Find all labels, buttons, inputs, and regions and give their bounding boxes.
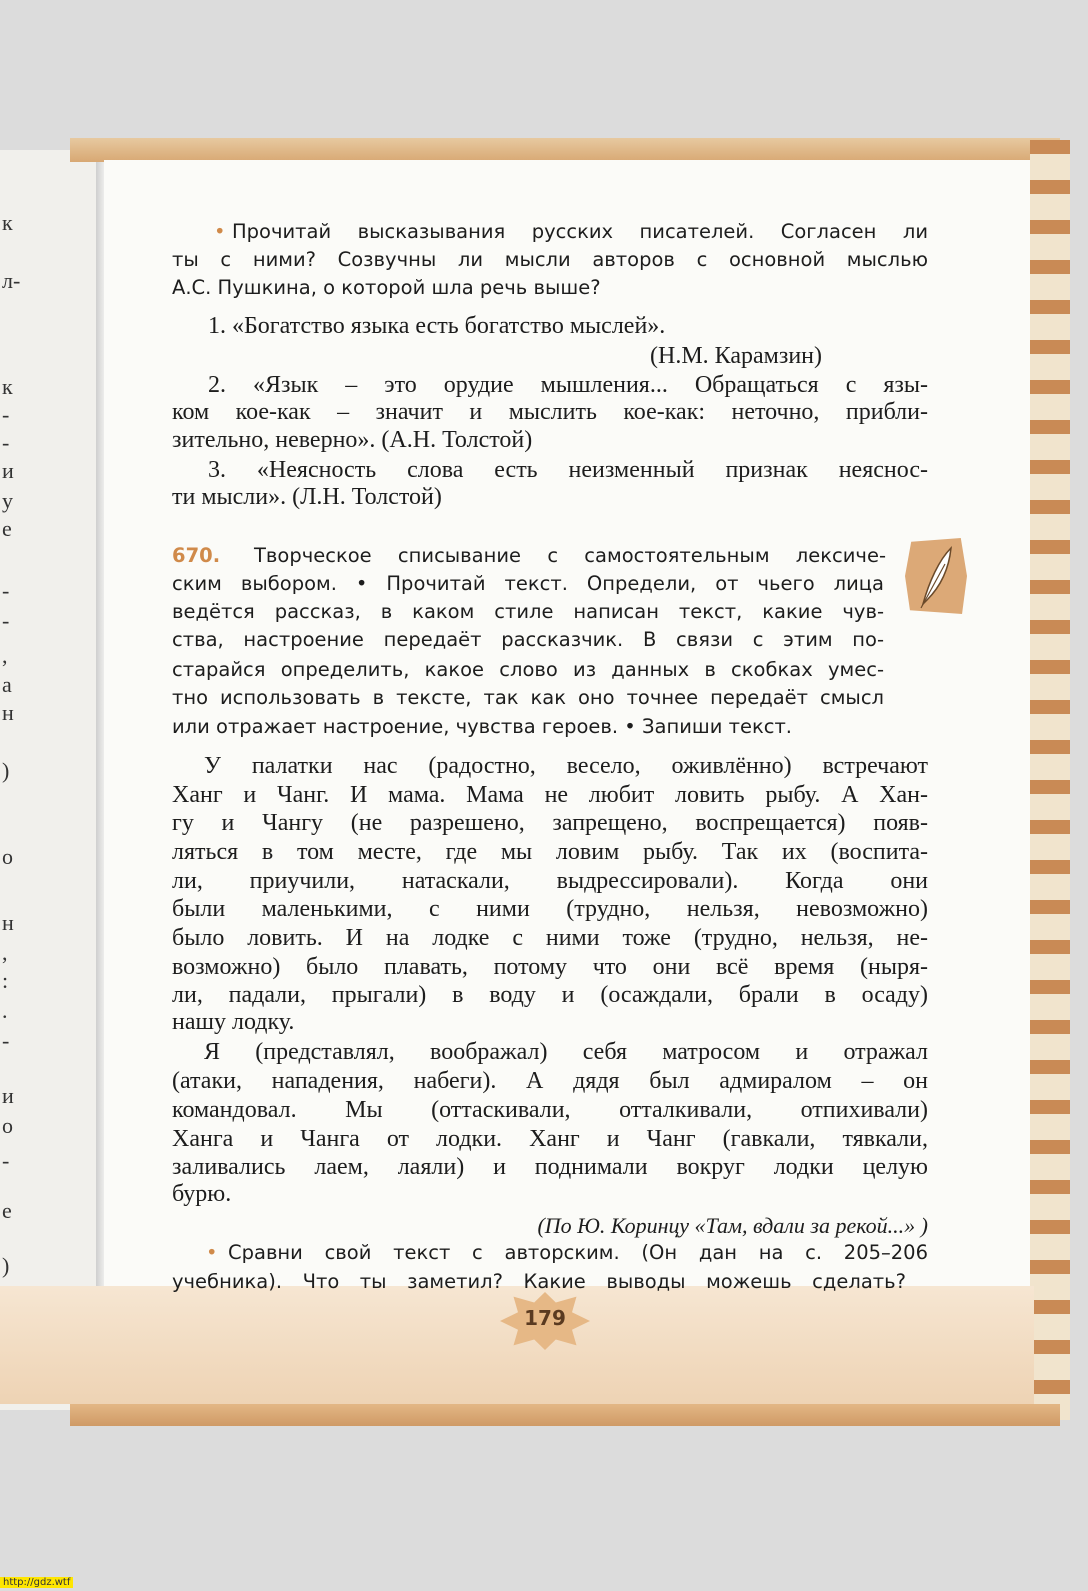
top-decorative-border: [70, 138, 1060, 162]
story-line: ли, падали, прыгали) в воду и (осаждали, брали в осаду): [172, 982, 928, 1008]
left-page-fragment: е: [2, 516, 12, 541]
left-page-fragment: е: [2, 1198, 12, 1223]
left-page-fragment: к: [2, 210, 13, 235]
watermark-url: http://gdz.wtf: [0, 1577, 73, 1588]
story-line: нашу лодку.: [172, 1009, 295, 1035]
left-page-fragment: у: [2, 488, 13, 513]
exercise-line: Творческое списывание с самостоятельным лексиче-: [254, 544, 886, 567]
story-line: У палатки нас (радостно, весело, оживлённо) встречают: [204, 753, 928, 779]
quote-line: ком кое-как – значит и мыслить кое-как: неточно, прибли-: [172, 399, 928, 425]
story-line: командовал. Мы (оттаскивали, отталкивали, отпихивали): [172, 1097, 928, 1123]
left-page-fragment: -: [2, 1028, 10, 1053]
feather-pen-icon: [905, 538, 967, 614]
final-task-line: Сравни свой текст с авторским. (Он дан на с. 205–206: [228, 1241, 928, 1264]
story-line: Я (представлял, воображал) себя матросом и отражал: [204, 1039, 928, 1065]
left-page-fragment: н: [2, 910, 14, 935]
story-line: заливались лаем, лаяли) и поднимали вокруг лодки целую: [172, 1154, 928, 1180]
exercise-line: ским выбором. • Прочитай текст. Определи, от чьего лица: [172, 572, 884, 595]
story-line: Ханг и Чанг. И мама. Мама не любит ловить рыбу. А Хан-: [172, 782, 928, 808]
left-page-fragment: :: [2, 968, 9, 993]
story-line: ли, приучили, натаскали, выдрессировали). Когда они: [172, 868, 928, 894]
left-page-fragment: -: [2, 608, 10, 633]
bullet-icon: •: [206, 1241, 218, 1264]
quote-line: (Н.М. Карамзин): [650, 343, 823, 369]
story-source: (По Ю. Коринцу «Там, вдали за рекой...» ): [537, 1213, 928, 1238]
quote-line: 2. «Язык – это орудие мышления... Обращаться с язы-: [208, 372, 928, 398]
exercise-line: старайся определить, какое слово из данных в скобках умес-: [172, 658, 884, 681]
left-page-fragment: -: [2, 578, 10, 603]
left-page-edge: [0, 150, 100, 1410]
left-page-fragment: -: [2, 402, 10, 427]
exercise-line: или отражает настроение, чувства героев. • Запиши текст.: [172, 715, 793, 738]
left-page-fragment: ,: [2, 940, 8, 965]
page-number: 179: [524, 1306, 566, 1330]
left-page-fragment: а: [2, 672, 12, 697]
left-page-fragment: .: [2, 998, 8, 1023]
left-page-fragment: и: [2, 458, 14, 483]
story-line: (атаки, нападения, набеги). А дядя был адмиралом – он: [172, 1068, 928, 1094]
right-decorative-border: [1030, 140, 1070, 1420]
exercise-line: ведётся рассказ, в каком стиле написан текст, какие чув-: [172, 600, 884, 623]
bullet-icon: •: [214, 220, 226, 243]
intro-line: ты с ними? Созвучны ли мысли авторов с основной мыслью: [172, 248, 928, 271]
quote-line: 3. «Неясность слова есть неизменный признак неяснос-: [208, 457, 928, 483]
story-line: были маленькими, с ними (трудно, нельзя, невозможно): [172, 896, 928, 922]
story-line: возможно) было плавать, потому что они всё время (ныря-: [172, 954, 928, 980]
left-page-fragment: о: [2, 844, 13, 869]
left-page-fragment: -: [2, 1148, 10, 1173]
bottom-decorative-border: [70, 1404, 1060, 1426]
intro-line: Прочитай высказывания русских писателей. Согласен ли: [232, 220, 928, 243]
final-task-line: учебника). Что ты заметил? Какие выводы можешь сделать?: [172, 1270, 906, 1293]
quote-line: 1. «Богатство языка есть богатство мыслей».: [208, 313, 666, 339]
story-line: гу и Чангу (не разрешено, запрещено, воспрещается) появ-: [172, 810, 928, 836]
quote-line: ти мысли». (Л.Н. Толстой): [172, 484, 442, 510]
story-line: Ханга и Чанга от лодки. Ханг и Чанг (гавкали, тявкали,: [172, 1126, 928, 1152]
left-page-fragment: ): [2, 1253, 10, 1278]
quote-line: зительно, неверно». (А.Н. Толстой): [172, 427, 533, 453]
exercise-line: тно использовать в тексте, так как оно точнее передаёт смысл: [172, 686, 884, 709]
left-page-fragment: и: [2, 1083, 14, 1108]
exercise-number: 670.: [172, 544, 221, 567]
left-page-fragment: к: [2, 374, 13, 399]
story-line: бурю.: [172, 1181, 232, 1207]
left-page-fragment: о: [2, 1113, 13, 1138]
left-page-fragment: л-: [2, 268, 21, 293]
left-page-fragment: ): [2, 758, 10, 783]
story-line: ляться в том месте, где мы ловим рыбу. Так их (воспита-: [172, 839, 928, 865]
intro-line: А.С. Пушкина, о которой шла речь выше?: [172, 276, 601, 299]
left-page-fragment: н: [2, 700, 14, 725]
story-line: было ловить. И на лодке с ними тоже (трудно, нельзя, не-: [172, 925, 928, 951]
left-page-fragment: -: [2, 430, 10, 455]
exercise-line: ства, настроение передаёт рассказчик. В связи с этим по-: [172, 628, 884, 651]
left-page-fragment: ,: [2, 643, 8, 668]
